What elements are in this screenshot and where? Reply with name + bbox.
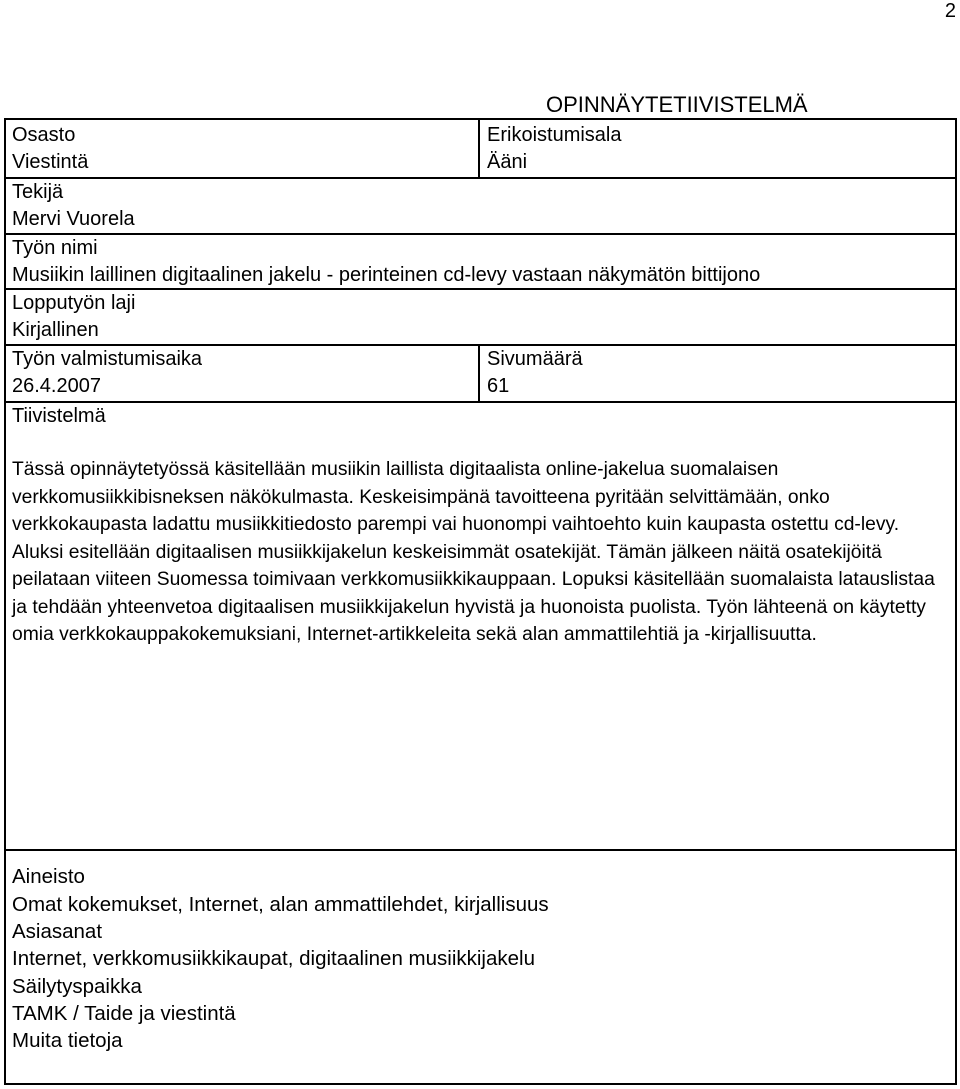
- row6-border: [6, 849, 955, 851]
- other-info-label: Muita tietoja: [12, 1029, 123, 1052]
- pages-value: 61: [487, 375, 510, 397]
- row5-divider: [478, 344, 480, 401]
- department-label: Osasto: [12, 124, 76, 146]
- pages-label: Sivumäärä: [487, 348, 583, 370]
- keywords-label: Asiasanat: [12, 920, 103, 943]
- completion-value: 26.4.2007: [12, 375, 101, 397]
- department-value: Viestintä: [12, 151, 89, 173]
- thesis-abstract-form: [4, 118, 957, 1085]
- thesis-type-label: Lopputyön laji: [12, 292, 136, 314]
- abstract-label: Tiivistelmä: [12, 405, 106, 427]
- row3-border: [6, 288, 955, 290]
- page-number: 2: [944, 0, 956, 22]
- material-label: Aineisto: [12, 865, 85, 888]
- thesis-type-value: Kirjallinen: [12, 319, 99, 341]
- author-label: Tekijä: [12, 181, 64, 203]
- completion-label: Työn valmistumisaika: [12, 348, 203, 370]
- row1-divider: [478, 120, 480, 177]
- title-value: Musiikin laillinen digitaalinen jakelu - perinteinen cd-levy vastaan näkymätön bittijono: [12, 264, 761, 286]
- abstract-text: Tässä opinnäytetyössä käsitellään musiikin laillista digitaalista online-jakelua suomalaisen verkkomusiikkibisneksen näkökulmasta. Keskeisimpänä tavoitteena pyritään selvittämään, onko verkkokaupasta ladattu musiikkitiedosto parempi vai huonompi vaihtoehto kuin kaupasta ostettu cd-levy. Aluksi esitellään digitaalisen musiikkijakelun keskeisimmät osatekijät. Tämän jälkeen näitä osatekijöitä peilataan viiteen Suomessa toimivaan verkkomusiikkikauppaan. Lopuksi käsitellään suomalaista latauslistaa ja tehdään yhteenvetoa digitaalisen musiikkijakelun hyvistä ja huonoista puolista. Työn lähteenä on käytetty omia verkkokauppakokemuksiani, Internet-artikkeleita sekä alan ammattilehtiä ja -kirjallisuutta.: [12, 459, 935, 645]
- specialization-label: Erikoistumisala: [487, 124, 622, 146]
- row5-border: [6, 401, 955, 403]
- storage-value: TAMK / Taide ja viestintä: [12, 1002, 236, 1025]
- author-value: Mervi Vuorela: [12, 208, 135, 230]
- row2-border: [6, 233, 955, 235]
- keywords-value: Internet, verkkomusiikkikaupat, digitaalinen musiikkijakelu: [12, 947, 535, 970]
- row1-border: [6, 177, 955, 179]
- title-label: Työn nimi: [12, 237, 98, 259]
- document-type-heading: OPINNÄYTETIIVISTELMÄ: [546, 92, 808, 117]
- material-value: Omat kokemukset, Internet, alan ammattilehdet, kirjallisuus: [12, 893, 549, 916]
- storage-label: Säilytyspaikka: [12, 975, 142, 998]
- specialization-value: Ääni: [487, 151, 528, 173]
